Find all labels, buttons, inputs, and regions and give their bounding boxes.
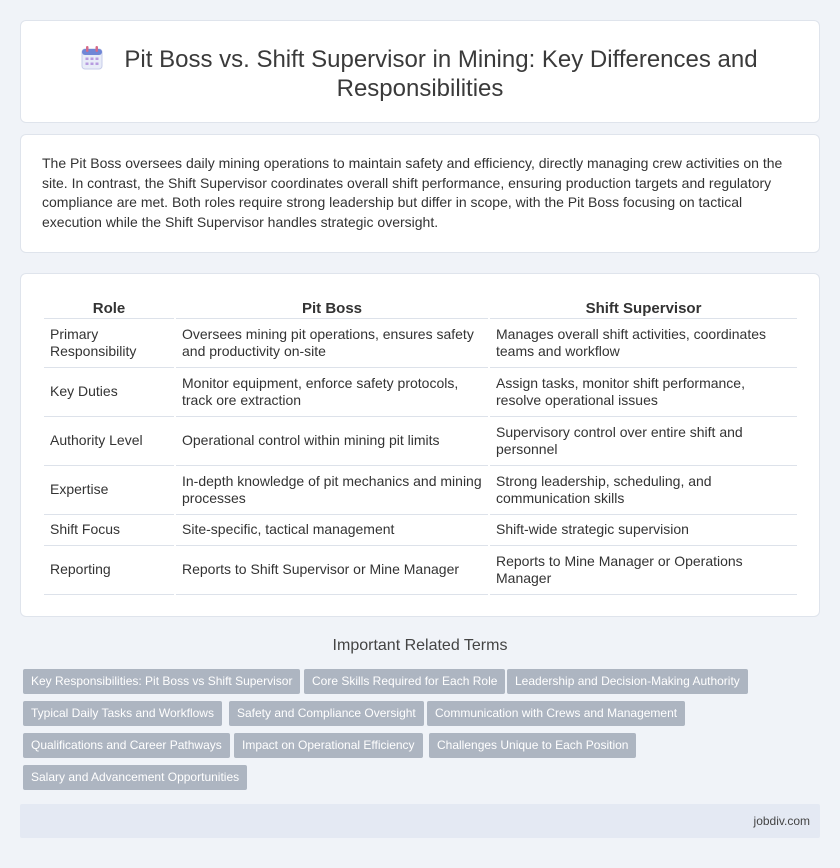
related-term-tag[interactable]: Key Responsibilities: Pit Boss vs Shift Supervisor	[23, 669, 300, 694]
row-pit-boss-cell: Monitor equipment, enforce safety protocols, track ore extraction	[176, 368, 488, 417]
row-pit-boss-cell: Site-specific, tactical management	[176, 515, 488, 546]
row-role-cell: Authority Level	[44, 417, 174, 466]
table-row	[44, 546, 797, 595]
related-term-tag[interactable]: Core Skills Required for Each Role	[304, 669, 505, 694]
table-row	[44, 368, 797, 417]
row-shift-supervisor-cell: Reports to Mine Manager or Operations Manager	[490, 546, 797, 595]
comparison-table	[42, 295, 799, 595]
related-term-tag[interactable]: Safety and Compliance Oversight	[229, 701, 424, 726]
related-term-tag[interactable]: Challenges Unique to Each Position	[429, 733, 636, 758]
row-shift-supervisor-cell: Shift-wide strategic supervision	[490, 515, 797, 546]
row-role-cell: Shift Focus	[44, 515, 174, 546]
related-term-tag[interactable]: Qualifications and Career Pathways	[23, 733, 230, 758]
table-row	[44, 417, 797, 466]
related-term-tag[interactable]: Salary and Advancement Opportunities	[23, 765, 247, 790]
row-pit-boss-cell: Operational control within mining pit limits	[176, 417, 488, 466]
related-terms-heading: Important Related Terms	[332, 637, 508, 654]
header-pit-boss: Pit Boss	[176, 295, 488, 319]
row-pit-boss-cell: Reports to Shift Supervisor or Mine Manager	[176, 546, 488, 595]
row-shift-supervisor-cell: Supervisory control over entire shift and personnel	[490, 417, 797, 466]
row-shift-supervisor-cell: Assign tasks, monitor shift performance, resolve operational issues	[490, 368, 797, 417]
row-role-cell: Key Duties	[44, 368, 174, 417]
comparison-card	[20, 273, 820, 617]
header-role: Role	[44, 295, 174, 319]
related-term-tag[interactable]: Typical Daily Tasks and Workflows	[23, 701, 222, 726]
table-row	[44, 319, 797, 368]
row-role-cell: Expertise	[44, 466, 174, 515]
related-term-tag[interactable]: Impact on Operational Efficiency	[234, 733, 423, 758]
table-row	[44, 466, 797, 515]
row-role-cell: Reporting	[44, 546, 174, 595]
row-shift-supervisor-cell: Manages overall shift activities, coordinates teams and workflow	[490, 319, 797, 368]
table-row	[44, 515, 797, 546]
title-card	[20, 20, 820, 123]
footer-site-link[interactable]: jobdiv.com	[753, 814, 810, 828]
calendar-icon	[82, 49, 102, 69]
row-pit-boss-cell: Oversees mining pit operations, ensures safety and productivity on-site	[176, 319, 488, 368]
table-header-row	[44, 295, 797, 319]
header-shift-supervisor: Shift Supervisor	[490, 295, 797, 319]
related-term-tag[interactable]: Leadership and Decision-Making Authority	[507, 669, 748, 694]
row-role-cell: Primary Responsibility	[44, 319, 174, 368]
intro-paragraph: The Pit Boss oversees daily mining operations to maintain safety and efficiency, directly managing crew activities on the site. In contrast, the Shift Supervisor coordinates overall shift performance, ensuring production targets and regulatory compliance are met. Both roles require strong leadership but differ in scope, with the Pit Boss focusing on tactical execution while the Shift Supervisor handles strategic oversight.	[42, 155, 783, 230]
footer	[20, 804, 820, 838]
intro-card	[20, 134, 820, 253]
row-pit-boss-cell: In-depth knowledge of pit mechanics and mining processes	[176, 466, 488, 515]
title-text: Pit Boss vs. Shift Supervisor in Mining: Key Differences and Responsibilities	[124, 46, 758, 102]
page-title	[21, 45, 819, 103]
row-shift-supervisor-cell: Strong leadership, scheduling, and communication skills	[490, 466, 797, 515]
related-term-tag[interactable]: Communication with Crews and Management	[427, 701, 685, 726]
